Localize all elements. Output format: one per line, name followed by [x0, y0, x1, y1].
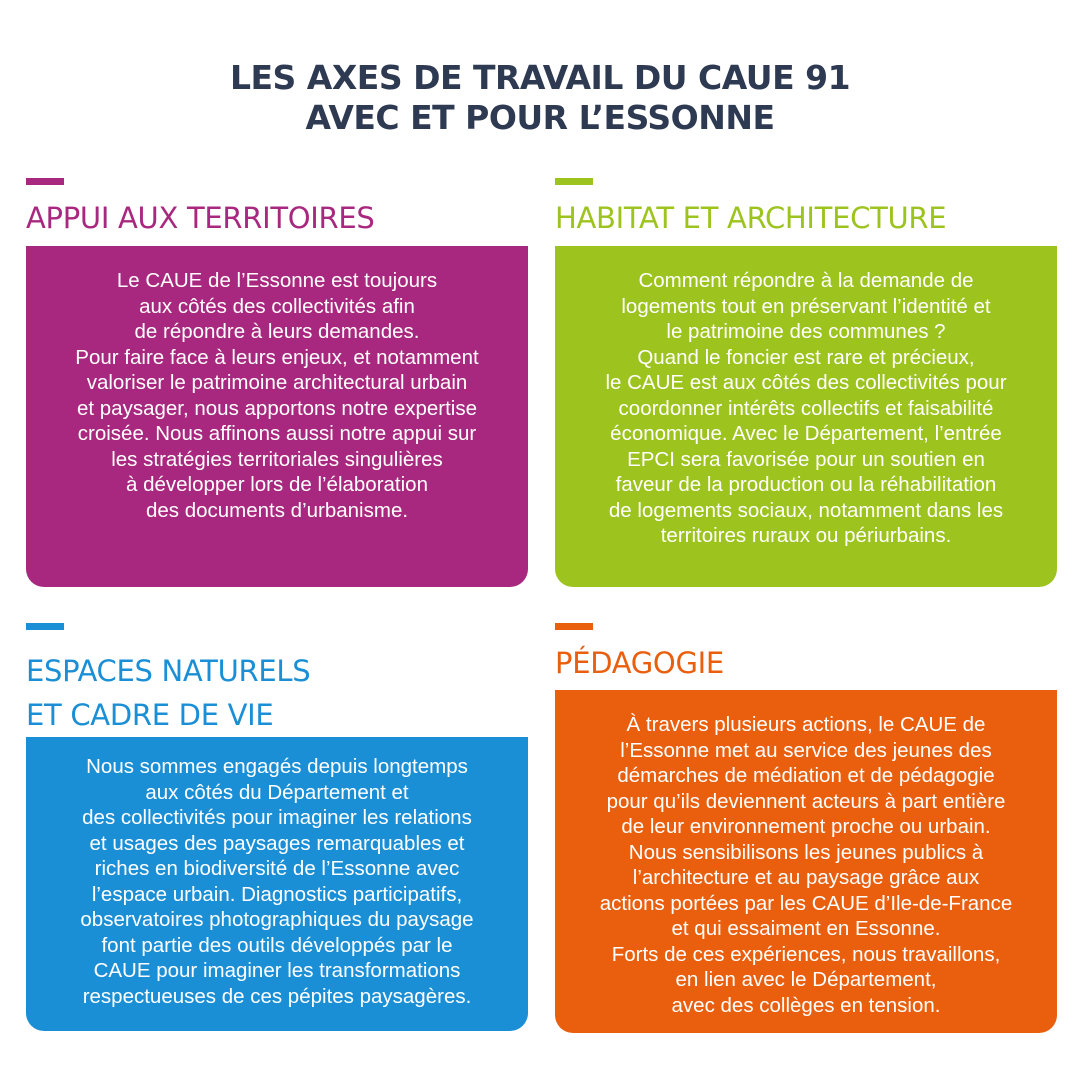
card-text-line: les stratégies territoriales singulières	[111, 447, 443, 471]
card-text-line: à développer lors de l’élaboration	[125, 473, 428, 496]
accent-bar	[555, 623, 593, 630]
card-text-line: pour qu’ils deviennent acteurs à part entière	[606, 789, 1006, 813]
section-heading	[555, 198, 1057, 238]
card-text-line: l’architecture et au paysage grâce aux	[632, 866, 980, 889]
section-heading	[26, 649, 528, 737]
card-text-line: en lien avec le Département,	[675, 968, 937, 991]
card-text-line: avec des collèges en tension.	[671, 993, 941, 1017]
card-text-line: Quand le foncier est rare et précieux,	[637, 345, 975, 369]
accent-bar	[26, 623, 64, 630]
card-text-line: l’Essonne met au service des jeunes des	[620, 738, 992, 762]
card-text-line: croisée. Nous affinons aussi notre appui sur	[77, 422, 477, 445]
card-text-line: de répondre à leurs demandes.	[134, 320, 420, 343]
card-text-line: CAUE pour imaginer les transformations	[93, 959, 461, 982]
card-text-line: Forts de ces expériences, nous travaillons,	[611, 942, 1001, 966]
card-text-line: À travers plusieurs actions, le CAUE de	[626, 713, 986, 736]
card-text-line: de leur environnement proche ou urbain.	[621, 815, 991, 838]
card-text-line: territoires ruraux ou périurbains.	[660, 524, 952, 547]
card-text-line: démarches de médiation et de pédagogie	[617, 764, 995, 787]
card-text-line: l’espace urbain. Diagnostics participatifs,	[91, 882, 463, 906]
card-text-line: et paysager, nous apportons notre expertise	[76, 396, 477, 420]
card-text-line: des collectivités pour imaginer les relations	[82, 806, 472, 829]
card-text-line: riches en biodiversité de l’Essonne avec	[94, 857, 460, 880]
card-text-line: et usages des paysages remarquables et	[89, 831, 465, 855]
section-card	[555, 246, 1057, 587]
section-heading-line: ESPACES NATURELS	[26, 654, 311, 688]
section-heading	[555, 643, 1057, 683]
section-heading-line: HABITAT ET ARCHITECTURE	[555, 201, 947, 235]
card-text-line: coordonner intérêts collectifs et faisabilité	[618, 396, 994, 420]
accent-bar	[555, 178, 593, 185]
page-title-line-1: LES AXES DE TRAVAIL DU CAUE 91	[229, 58, 851, 97]
card-text-line: faveur de la production ou la réhabilitation	[615, 473, 997, 496]
card-text-line: font partie des outils développés par le	[101, 933, 453, 957]
section-heading-line: APPUI AUX TERRITOIRES	[26, 201, 375, 235]
card-text-line: actions portées par les CAUE d’Ile-de-France	[599, 891, 1013, 915]
page-title	[0, 58, 1080, 138]
card-text-line: Nous sommes engagés depuis longtemps	[86, 755, 468, 778]
card-text-line: Nous sensibilisons les jeunes publics à	[628, 840, 984, 864]
card-text-line: Comment répondre à la demande de	[638, 269, 974, 292]
card-text-line: valoriser le patrimoine architectural urbain	[86, 371, 468, 394]
card-text-line: des documents d’urbanisme.	[145, 498, 409, 522]
card-text-line: Pour faire face à leurs enjeux, et notamment	[75, 345, 479, 369]
section-heading	[26, 198, 528, 238]
card-text-line: le CAUE est aux côtés des collectivités pour	[605, 371, 1007, 394]
card-text-line: Le CAUE de l’Essonne est toujours	[116, 269, 438, 292]
page-title-line-2: AVEC ET POUR L’ESSONNE	[305, 98, 775, 137]
section-card	[26, 246, 528, 587]
accent-bar	[26, 178, 64, 185]
card-text-line: observatoires photographiques du paysage	[80, 908, 474, 931]
card-text-line: respectueuses de ces pépites paysagères.	[82, 984, 472, 1008]
section-heading-line: PÉDAGOGIE	[555, 646, 724, 680]
card-text-line: aux côtés du Département et	[145, 780, 409, 804]
section-card	[555, 690, 1057, 1033]
card-text-line: aux côtés des collectivités afin	[139, 294, 415, 318]
section-heading-line: ET CADRE DE VIE	[26, 698, 274, 732]
card-text-line: le patrimoine des communes ?	[666, 320, 946, 343]
card-text-line: EPCI sera favorisée pour un soutien en	[627, 447, 985, 471]
section-card	[26, 737, 528, 1031]
card-text-line: logements tout en préservant l’identité et	[621, 294, 991, 318]
card-text-line: de logements sociaux, notamment dans les	[608, 498, 1004, 522]
card-text-line: économique. Avec le Département, l’entrée	[610, 422, 1002, 445]
card-text-line: et qui essaiment en Essonne.	[671, 917, 941, 940]
